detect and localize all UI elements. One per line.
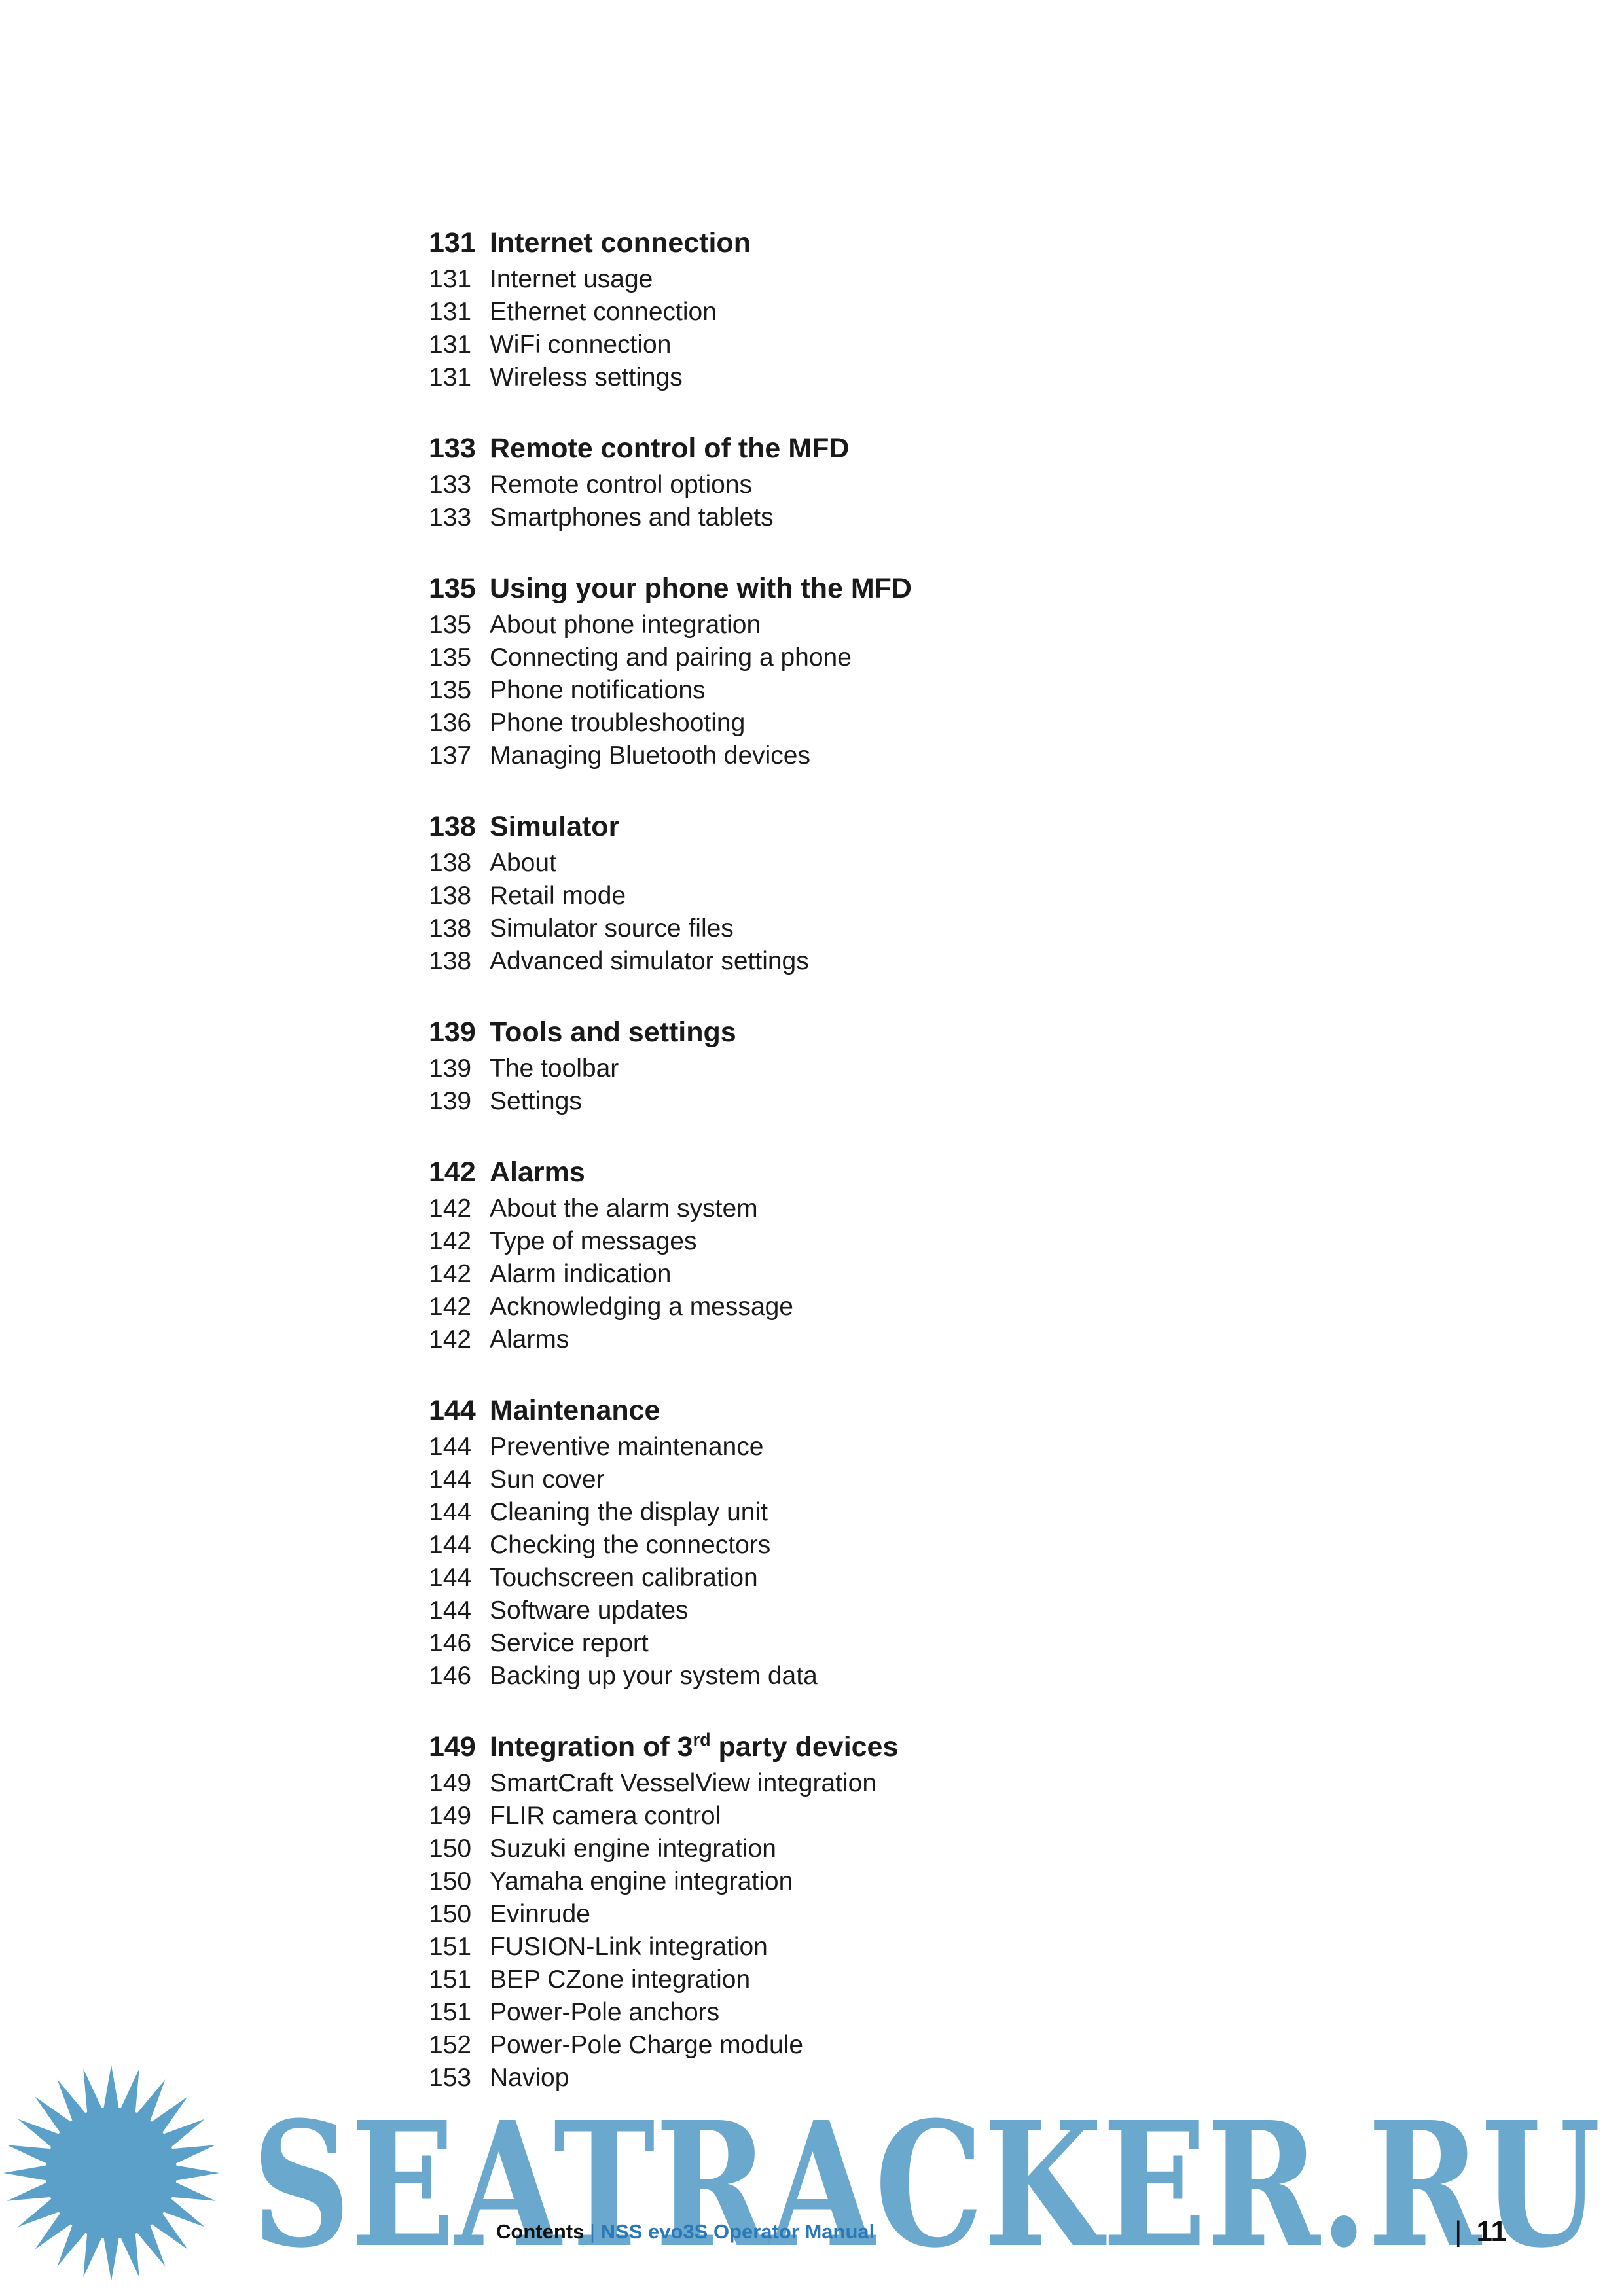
entry-title: Backing up your system data (490, 1662, 818, 1690)
entry-title: Advanced simulator settings (490, 947, 809, 975)
table-of-contents (429, 223, 1280, 2128)
toc-entry[interactable] (429, 1996, 1280, 2029)
toc-entry[interactable] (429, 1463, 1280, 1496)
toc-entry[interactable] (429, 1660, 1280, 1693)
entry-page-number: 151 (429, 1998, 472, 2026)
entry-page-number: 142 (429, 1325, 472, 1354)
toc-entry[interactable] (429, 1767, 1280, 1800)
entry-title: About the alarm system (490, 1194, 758, 1223)
entry-title: About phone integration (490, 611, 761, 639)
entry-title: Retail mode (490, 882, 626, 910)
toc-section-heading[interactable] (429, 1012, 1280, 1052)
entry-title: Settings (490, 1087, 582, 1115)
entry-page-number: 138 (429, 947, 472, 975)
entry-title: The toolbar (490, 1054, 619, 1083)
entry-page-number: 149 (429, 1769, 472, 1797)
entry-page-number: 151 (429, 1965, 472, 1994)
section-title: Internet connection (490, 227, 751, 259)
entry-page-number: 131 (429, 265, 472, 293)
toc-entry[interactable] (429, 740, 1280, 772)
entry-title: BEP CZone integration (490, 1965, 751, 1994)
entry-page-number: 144 (429, 1564, 472, 1592)
entry-page-number: 144 (429, 1498, 472, 1526)
entry-page-number: 139 (429, 1054, 472, 1083)
entry-title: Smartphones and tablets (490, 503, 774, 531)
entry-title: WiFi connection (490, 331, 672, 359)
section-title: Using your phone with the MFD (490, 573, 912, 604)
toc-section-heading[interactable] (429, 806, 1280, 847)
entry-page-number: 152 (429, 2031, 472, 2059)
entry-page-number: 138 (429, 882, 472, 910)
toc-section (429, 1390, 1280, 1693)
entry-title: Evinrude (490, 1900, 590, 1928)
section-page-number: 131 (429, 227, 476, 259)
entry-title: Suzuki engine integration (490, 1835, 776, 1863)
entry-page-number: 151 (429, 1933, 472, 1961)
toc-entry[interactable] (429, 469, 1280, 501)
toc-section-heading[interactable] (429, 568, 1280, 609)
entry-title: Touchscreen calibration (490, 1564, 758, 1592)
toc-entry[interactable] (429, 1931, 1280, 1964)
section-page-number: 133 (429, 433, 476, 464)
entry-title: Alarm indication (490, 1260, 672, 1288)
toc-entry[interactable] (429, 296, 1280, 329)
entry-page-number: 137 (429, 742, 472, 770)
entry-page-number: 142 (429, 1194, 472, 1223)
entry-title: FUSION-Link integration (490, 1933, 768, 1961)
entry-page-number: 153 (429, 2064, 472, 2092)
toc-entry[interactable] (429, 1833, 1280, 1865)
entry-title: Remote control options (490, 471, 753, 499)
footer-page (1454, 2215, 1507, 2248)
entry-page-number: 142 (429, 1293, 472, 1321)
section-title-superscript: rd (693, 1730, 711, 1749)
entry-title: Alarms (490, 1325, 569, 1354)
entry-title: Managing Bluetooth devices (490, 742, 810, 770)
entry-title: Checking the connectors (490, 1531, 771, 1559)
entry-page-number: 135 (429, 643, 472, 672)
toc-entry[interactable] (429, 1193, 1280, 1225)
toc-entry[interactable] (429, 674, 1280, 707)
toc-entry[interactable] (429, 707, 1280, 740)
toc-entry[interactable] (429, 1496, 1280, 1529)
entry-page-number: 146 (429, 1662, 472, 1690)
entry-title: Connecting and pairing a phone (490, 643, 852, 672)
entry-page-number: 131 (429, 298, 472, 326)
entry-title: Phone troubleshooting (490, 709, 746, 737)
entry-page-number: 144 (429, 1531, 472, 1559)
toc-entry[interactable] (429, 501, 1280, 534)
watermark-text: SEATRACKER.RU (252, 2084, 1600, 2286)
entry-title: Service report (490, 1629, 649, 1657)
entry-page-number: 138 (429, 849, 472, 877)
toc-entry[interactable] (429, 1323, 1280, 1356)
entry-page-number: 133 (429, 471, 472, 499)
toc-section-heading[interactable] (429, 1727, 1280, 1767)
section-title-part: party devices (710, 1731, 899, 1763)
toc-section (429, 568, 1280, 772)
entry-title: Ethernet connection (490, 298, 717, 326)
section-title (490, 1727, 898, 1767)
toc-entry[interactable] (429, 1594, 1280, 1627)
section-title: Alarms (490, 1157, 585, 1188)
toc-section-heading[interactable] (429, 223, 1280, 263)
entry-page-number: 142 (429, 1260, 472, 1288)
watermark (0, 2055, 1624, 2296)
toc-entry[interactable] (429, 1431, 1280, 1463)
entry-title: Cleaning the display unit (490, 1498, 768, 1526)
toc-entry[interactable] (429, 880, 1280, 912)
toc-entry[interactable] (429, 1964, 1280, 1996)
entry-page-number: 139 (429, 1087, 472, 1115)
footer-manual-name: NSS evo3S Operator Manual (600, 2220, 875, 2243)
entry-page-number: 131 (429, 363, 472, 391)
footer-title (496, 2215, 875, 2248)
entry-title: Power-Pole Charge module (490, 2031, 804, 2059)
entry-page-number: 136 (429, 709, 472, 737)
footer-page-number: 11 (1476, 2215, 1507, 2248)
entry-page-number: 144 (429, 1465, 472, 1494)
toc-entry[interactable] (429, 1291, 1280, 1323)
section-page-number: 138 (429, 811, 476, 842)
toc-entry[interactable] (429, 329, 1280, 361)
toc-entry[interactable] (429, 1562, 1280, 1594)
entry-title: SmartCraft VesselView integration (490, 1769, 877, 1797)
section-title: Remote control of the MFD (490, 433, 850, 464)
toc-section (429, 428, 1280, 534)
toc-entry[interactable] (429, 912, 1280, 945)
entry-title: Acknowledging a message (490, 1293, 793, 1321)
toc-section-heading[interactable] (429, 1390, 1280, 1431)
page-footer (0, 2215, 1624, 2248)
entry-page-number: 138 (429, 914, 472, 942)
entry-page-number: 131 (429, 331, 472, 359)
footer-section-name: Contents (496, 2220, 585, 2243)
toc-section (429, 1152, 1280, 1356)
entry-page-number: 135 (429, 676, 472, 704)
toc-entry[interactable] (429, 263, 1280, 296)
entry-page-number: 144 (429, 1596, 472, 1624)
entry-title: Software updates (490, 1596, 689, 1624)
toc-entry[interactable] (429, 847, 1280, 880)
entry-page-number: 146 (429, 1629, 472, 1657)
toc-entry[interactable] (429, 1052, 1280, 1085)
entry-page-number: 150 (429, 1835, 472, 1863)
section-title: Tools and settings (490, 1016, 736, 1048)
section-page-number: 144 (429, 1395, 476, 1426)
entry-title: Type of messages (490, 1227, 697, 1255)
entry-title: Sun cover (490, 1465, 605, 1494)
section-title: Maintenance (490, 1395, 660, 1426)
toc-entry[interactable] (429, 1085, 1280, 1118)
toc-section-heading[interactable] (429, 1152, 1280, 1193)
toc-entry[interactable] (429, 1529, 1280, 1562)
entry-title: About (490, 849, 556, 877)
toc-entry[interactable] (429, 1627, 1280, 1660)
section-page-number: 135 (429, 573, 476, 604)
toc-entry[interactable] (429, 945, 1280, 978)
section-page-number: 139 (429, 1016, 476, 1048)
entry-title: Internet usage (490, 265, 653, 293)
entry-page-number: 135 (429, 611, 472, 639)
entry-page-number: 142 (429, 1227, 472, 1255)
section-title-part: Integration of 3 (490, 1731, 693, 1763)
entry-title: Preventive maintenance (490, 1433, 764, 1461)
toc-entry[interactable] (429, 1800, 1280, 1833)
entry-title: Phone notifications (490, 676, 706, 704)
entry-title: Wireless settings (490, 363, 683, 391)
toc-section (429, 1727, 1280, 2094)
toc-entry[interactable] (429, 641, 1280, 674)
entry-title: Simulator source files (490, 914, 734, 942)
toc-entry[interactable] (429, 1898, 1280, 1931)
footer-separator: | (589, 2220, 596, 2243)
entry-title: Yamaha engine integration (490, 1867, 793, 1895)
toc-section (429, 1012, 1280, 1118)
entry-title: FLIR camera control (490, 1802, 721, 1830)
toc-section-heading[interactable] (429, 428, 1280, 469)
entry-page-number: 133 (429, 503, 472, 531)
section-page-number: 142 (429, 1157, 476, 1188)
entry-page-number: 150 (429, 1900, 472, 1928)
toc-entry[interactable] (429, 1225, 1280, 1258)
toc-section (429, 806, 1280, 978)
entry-page-number: 150 (429, 1867, 472, 1895)
entry-title: Naviop (490, 2064, 569, 2092)
toc-entry[interactable] (429, 1865, 1280, 1898)
entry-title: Power-Pole anchors (490, 1998, 720, 2026)
toc-entry[interactable] (429, 609, 1280, 641)
toc-section (429, 223, 1280, 394)
footer-page-bar: | (1454, 2215, 1462, 2248)
section-page-number: 149 (429, 1731, 476, 1763)
entry-page-number: 149 (429, 1802, 472, 1830)
entry-page-number: 144 (429, 1433, 472, 1461)
toc-entry[interactable] (429, 1258, 1280, 1291)
section-title: Simulator (490, 811, 620, 842)
toc-entry[interactable] (429, 361, 1280, 394)
sun-burst-icon (3, 2065, 219, 2281)
